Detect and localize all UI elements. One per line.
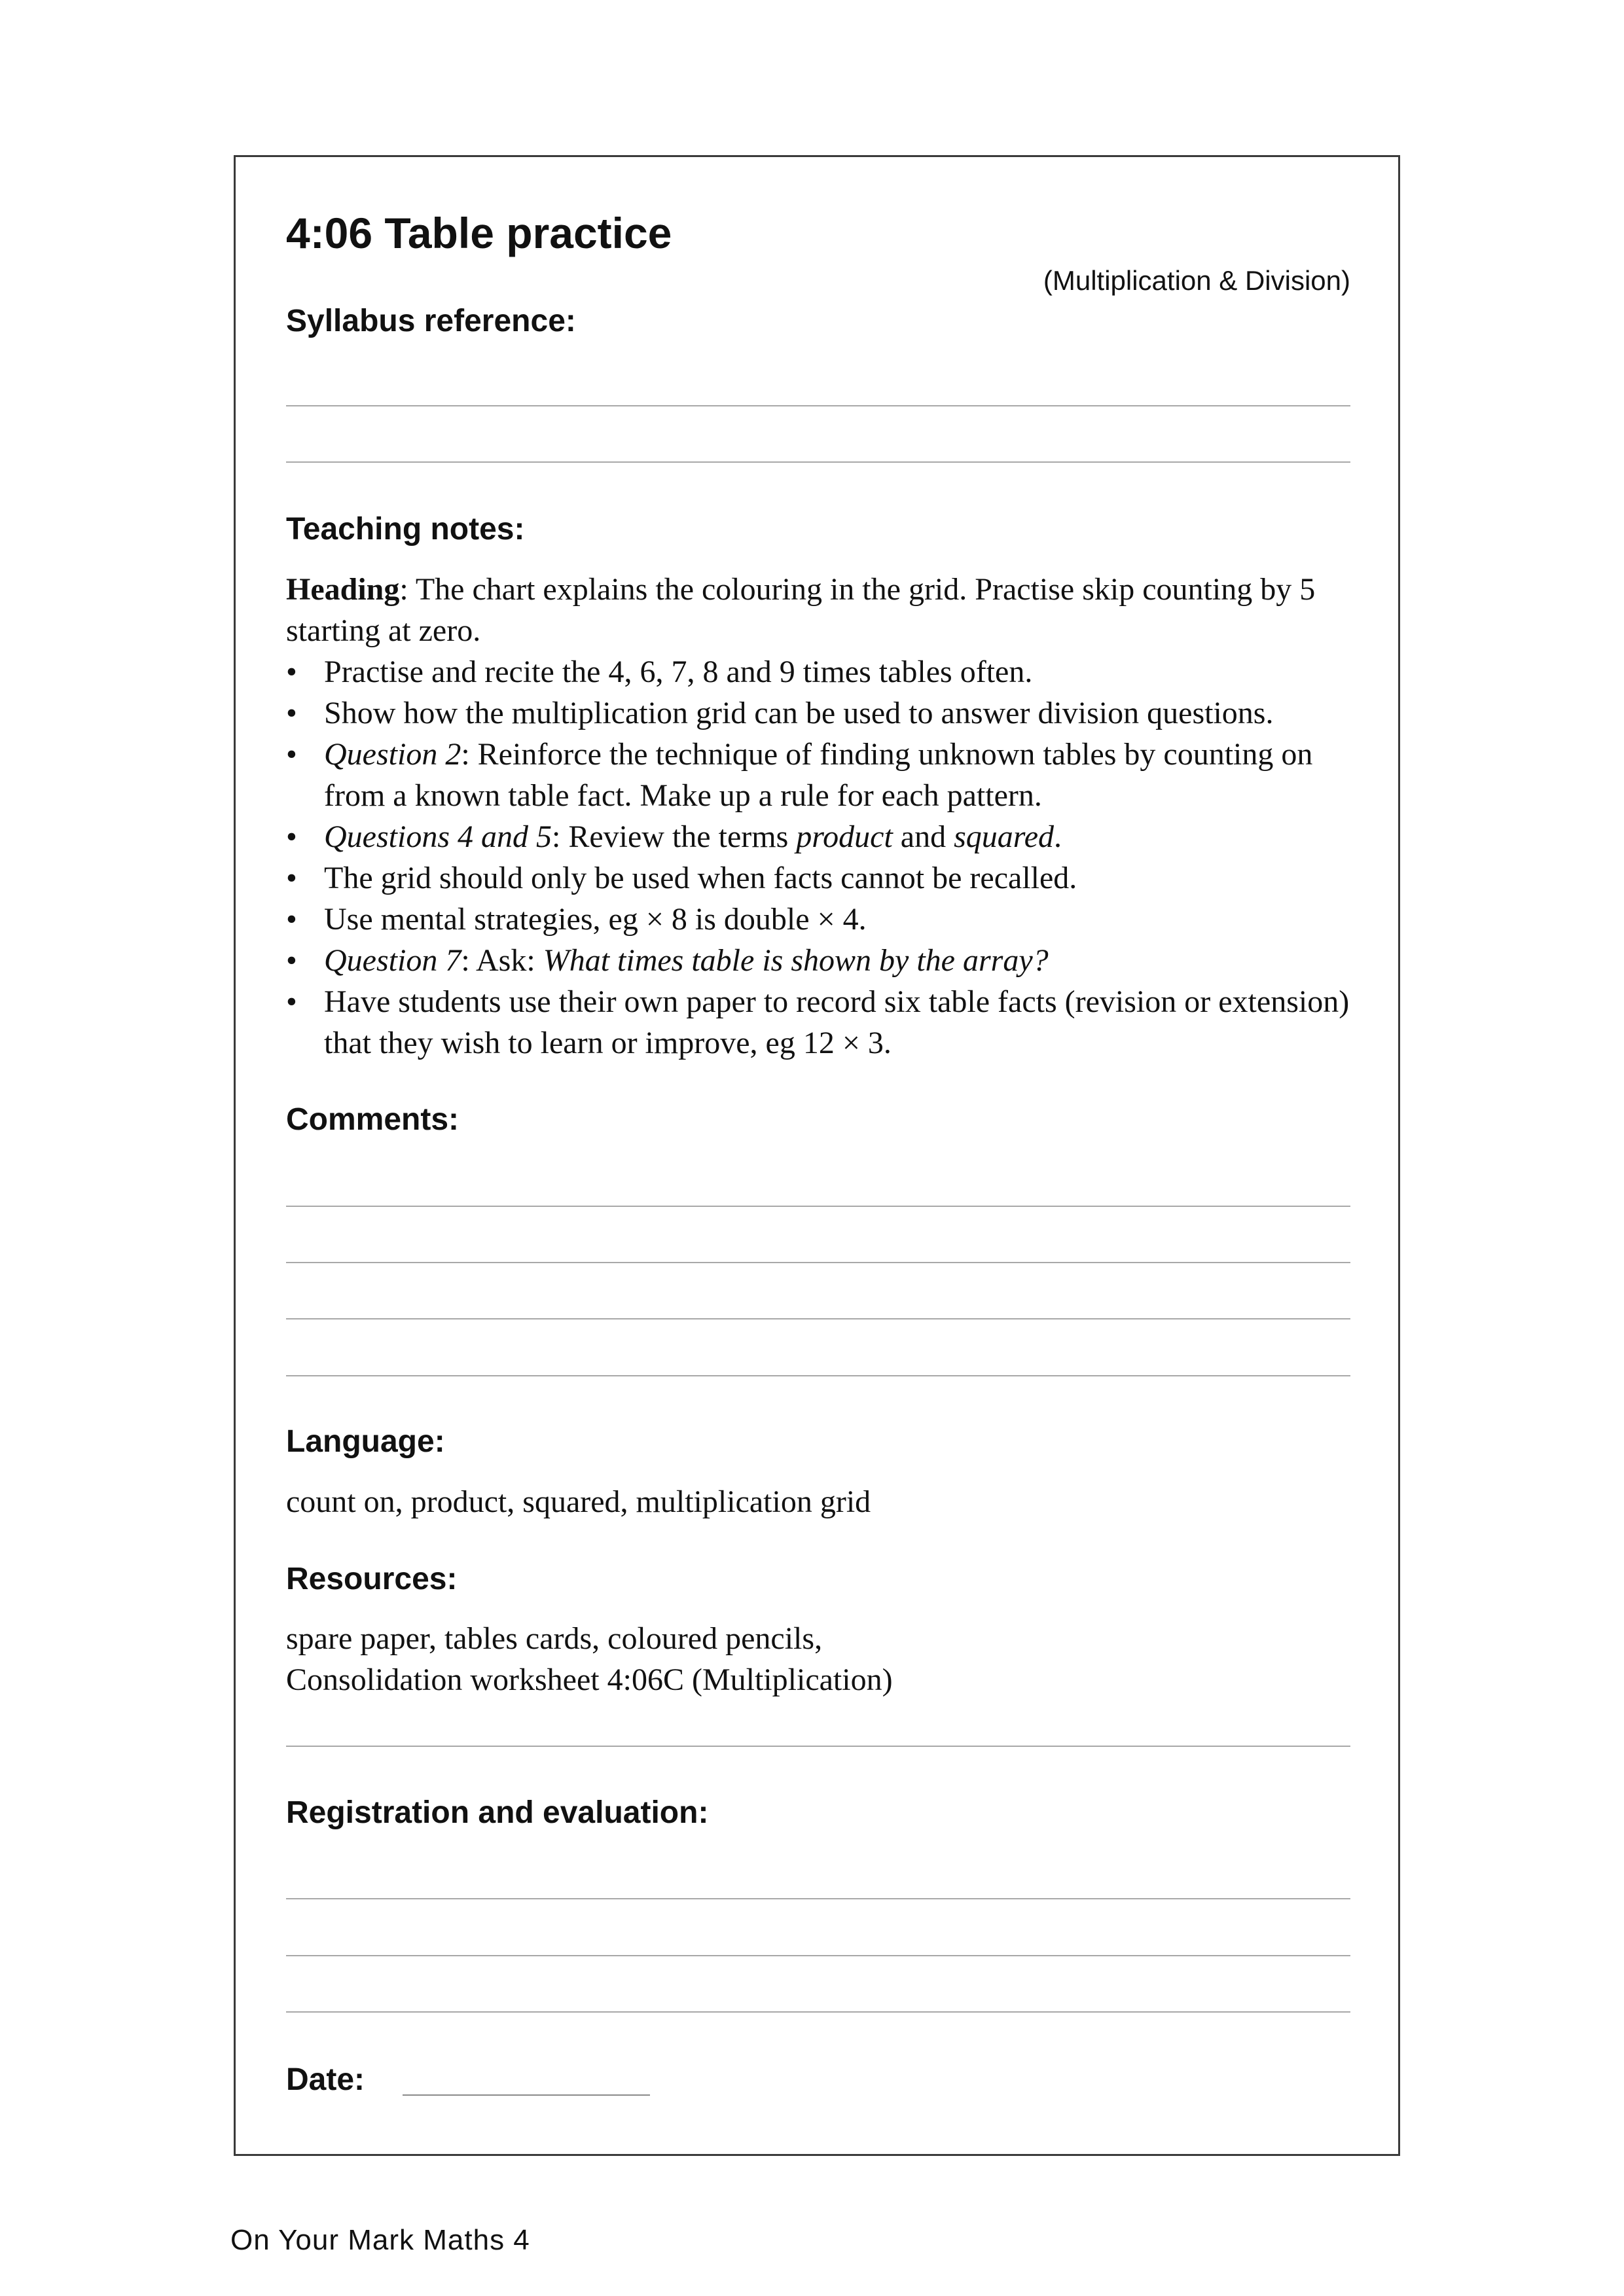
strand-label: (Multiplication & Division) <box>1043 265 1350 296</box>
teaching-notes-list <box>286 651 1360 1064</box>
page-title: 4:06 Table practice <box>286 209 672 257</box>
registration-heading: Registration and evaluation: <box>286 1795 709 1830</box>
syllabus-line-1 <box>286 405 1350 406</box>
resources-heading: Resources: <box>286 1562 458 1596</box>
list-item: • Use mental strategies, eg × 8 is double × 4. <box>286 899 1360 940</box>
list-item: • Show how the multiplication grid can be used to answer division questions. <box>286 692 1360 734</box>
syllabus-line-2 <box>286 461 1350 463</box>
page-frame <box>234 155 1400 2156</box>
bullet-icon: • <box>286 984 297 1019</box>
list-item: • Have students use their own paper to record six table facts (revision or extension) that they wish to learn or improve, eg 12 × 3. <box>286 981 1360 1064</box>
registration-line-2 <box>286 1955 1350 1956</box>
resources-line-2: Consolidation worksheet 4:06C (Multiplication) <box>286 1662 893 1697</box>
comments-line-2 <box>286 1262 1350 1263</box>
date-field[interactable] <box>403 2094 650 2096</box>
language-heading: Language: <box>286 1424 445 1459</box>
page-footer: On Your Mark Maths 4 <box>230 2224 530 2256</box>
list-item: • The grid should only be used when facts cannot be recalled. <box>286 857 1360 899</box>
date-label: Date: <box>286 2062 365 2097</box>
teaching-notes-intro <box>286 569 1360 651</box>
intro-text: : The chart explains the colouring in the grid. Practise skip counting by 5 starting at zero. <box>286 572 1316 648</box>
registration-line-1 <box>286 1898 1350 1899</box>
bullet-icon: • <box>286 696 297 730</box>
registration-line-3 <box>286 2011 1350 2013</box>
list-item: • Question 2: Reinforce the technique of finding unknown tables by counting on from a known table fact. Make up a rule for each pattern. <box>286 734 1360 816</box>
syllabus-heading: Syllabus reference: <box>286 304 576 338</box>
resources-line <box>286 1746 1350 1747</box>
bullet-icon: • <box>286 861 297 895</box>
bullet-icon: • <box>286 655 297 689</box>
list-item: • Practise and recite the 4, 6, 7, 8 and 9 times tables often. <box>286 651 1360 692</box>
comments-line-3 <box>286 1318 1350 1319</box>
language-text: count on, product, squared, multiplication grid <box>286 1484 871 1519</box>
list-item: • Question 7: Ask: What times table is shown by the array? <box>286 940 1360 981</box>
teaching-notes-heading: Teaching notes: <box>286 512 525 547</box>
bullet-icon: • <box>286 819 297 854</box>
bullet-icon: • <box>286 902 297 937</box>
bullet-icon: • <box>286 943 297 978</box>
comments-line-1 <box>286 1206 1350 1207</box>
list-item: • Questions 4 and 5: Review the terms product and squared. <box>286 816 1360 857</box>
comments-heading: Comments: <box>286 1102 460 1137</box>
comments-line-4 <box>286 1375 1350 1376</box>
bullet-icon: • <box>286 737 297 772</box>
resources-line-1: spare paper, tables cards, coloured pencils, <box>286 1621 823 1656</box>
intro-lead: Heading <box>286 572 400 607</box>
